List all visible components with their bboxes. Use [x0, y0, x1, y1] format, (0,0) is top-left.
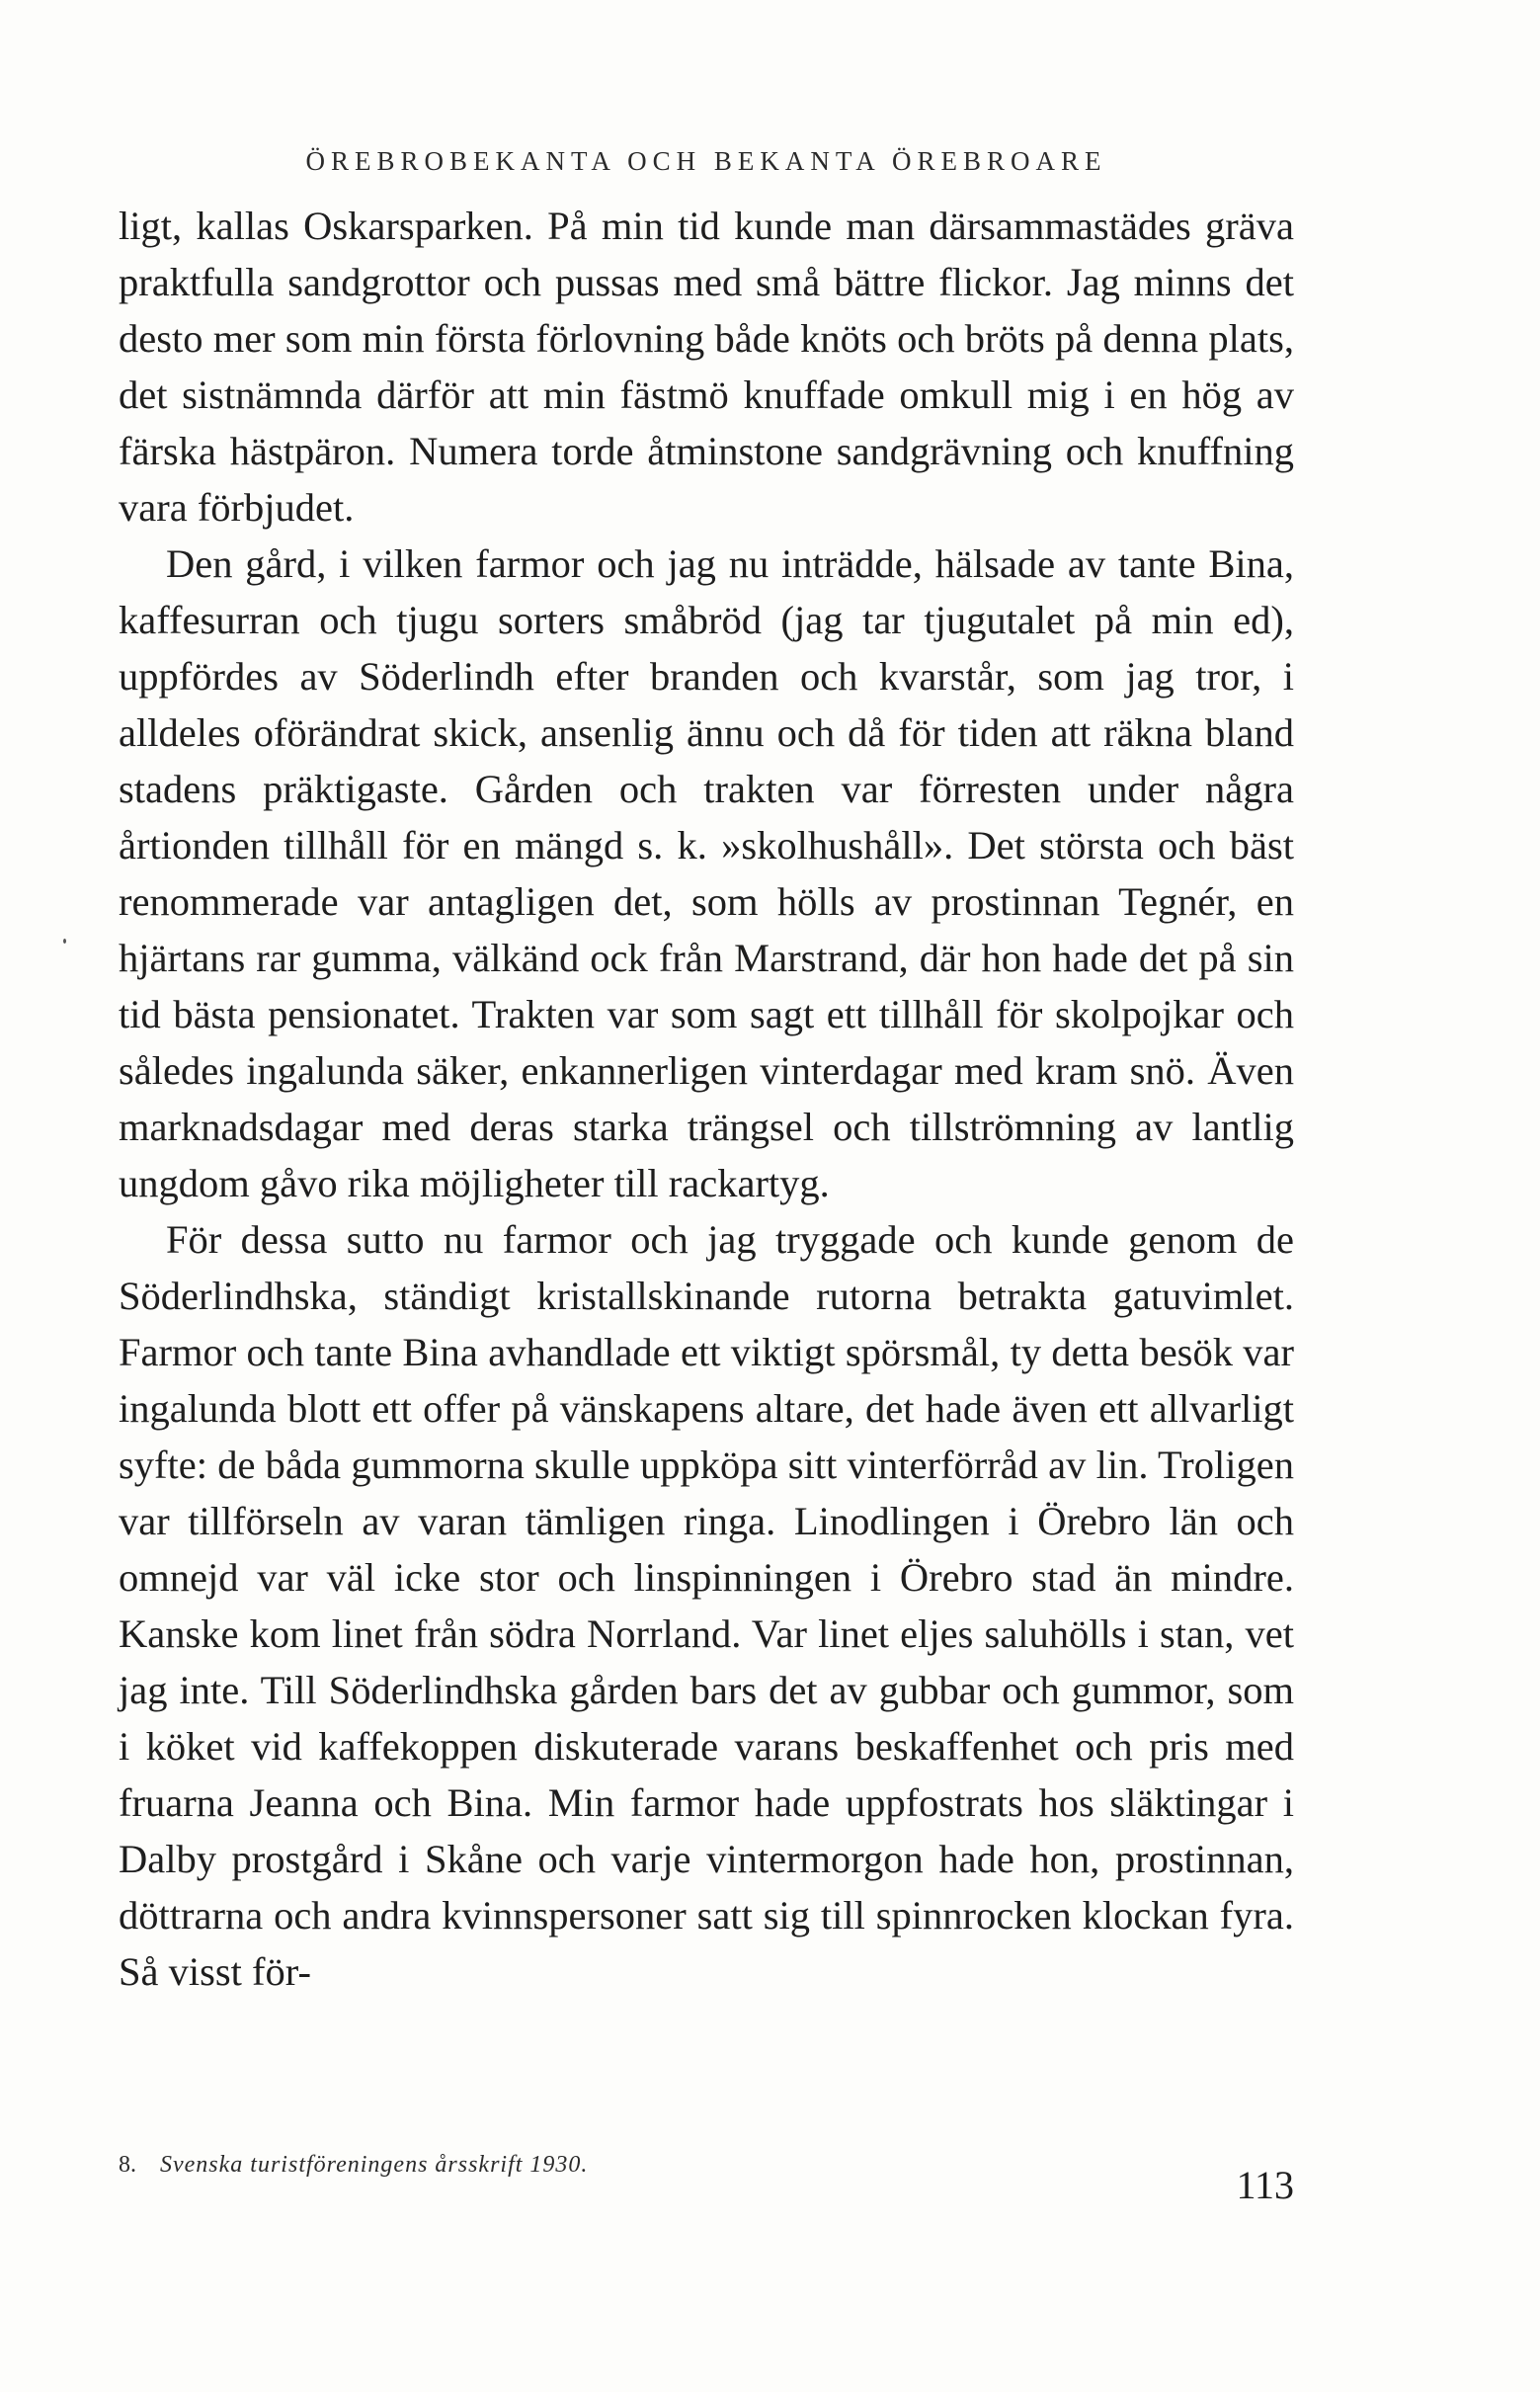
running-head: ÖREBROBEKANTA OCH BEKANTA ÖREBROARE [305, 146, 1107, 176]
page-number: 113 [1236, 2163, 1294, 2207]
paragraph-3: För dessa sutto nu farmor och jag tryggade och kunde genom de Söderlindhska, ständigt kristallskinande rutorna betrakta gatuvimlet. Farmor och tante Bina avhandlade ett viktigt spörsmål, ty detta besök var ingalunda blott ett offer på vänskapens altare, det hade även ett allvarligt syfte: de båda gummorna skulle uppköpa sitt vinterförråd av lin. Troligen var tillförseln av varan tämligen ringa. Linodlingen i Örebro län och omnejd var väl icke stor och linspinningen i Örebro stad än mindre. Kanske kom linet från södra Norrland. Var linet eljes saluhölls i stan, vet jag inte. Till Söderlindhska gården bars det av gubbar och gummor, som i köket vid kaffekoppen diskuterade varans beskaffenhet och pris med fruarna Jeanna och Bina. Min farmor hade uppfostrats hos släktingar i Dalby prostgård i Skåne och varje vintermorgon hade hon, prostinnan, döttrarna och andra kvinnspersoner satt sig till spinnrocken klockan fyra. Så visst för- [119, 1217, 1294, 1994]
print-speck [63, 939, 66, 944]
body-text [119, 198, 1294, 2000]
paragraph-1: ligt, kallas Oskarsparken. På min tid kunde man därsammastädes gräva praktfulla sandgrottor och pussas med små bättre flickor. Jag minns det desto mer som min första förlovning både knöts och bröts på denna plats, det sistnämnda därför att min fästmö knuffade omkull mig i en hög av färska hästpäron. Numera torde åtminstone sandgrävning och knuffning vara förbjudet. [119, 204, 1294, 530]
footnote-number: 8. [119, 2152, 136, 2178]
footnote-source: Svenska turistföreningens årsskrift 1930. [160, 2152, 589, 2178]
footnote [119, 2152, 588, 2179]
paragraph-2: Den gård, i vilken farmor och jag nu inträdde, hälsade av tante Bina, kaffesurran och tjugu sorters småbröd (jag tar tjugutalet på min ed), uppfördes av Söderlindh efter branden och kvarstår, som jag tror, i alldeles oförändrat skick, ansenlig ännu och då för tiden att räkna bland stadens präktigaste. Gården och trakten var förresten under några årtionden tillhåll för en mängd s. k. »skolhushåll». Det största och bäst renommerade var antagligen det, som hölls av prostinnan Tegnér, en hjärtans rar gumma, välkänd ock från Marstrand, där hon hade det på sin tid bästa pensionatet. Trakten var som sagt ett tillhåll för skolpojkar och således ingalunda säker, enkannerligen vinterdagar med kram snö. Även marknadsdagar med deras starka trängsel och tillströmning av lantlig ungdom gåvo rika möjligheter till rackartyg. [119, 541, 1294, 1205]
